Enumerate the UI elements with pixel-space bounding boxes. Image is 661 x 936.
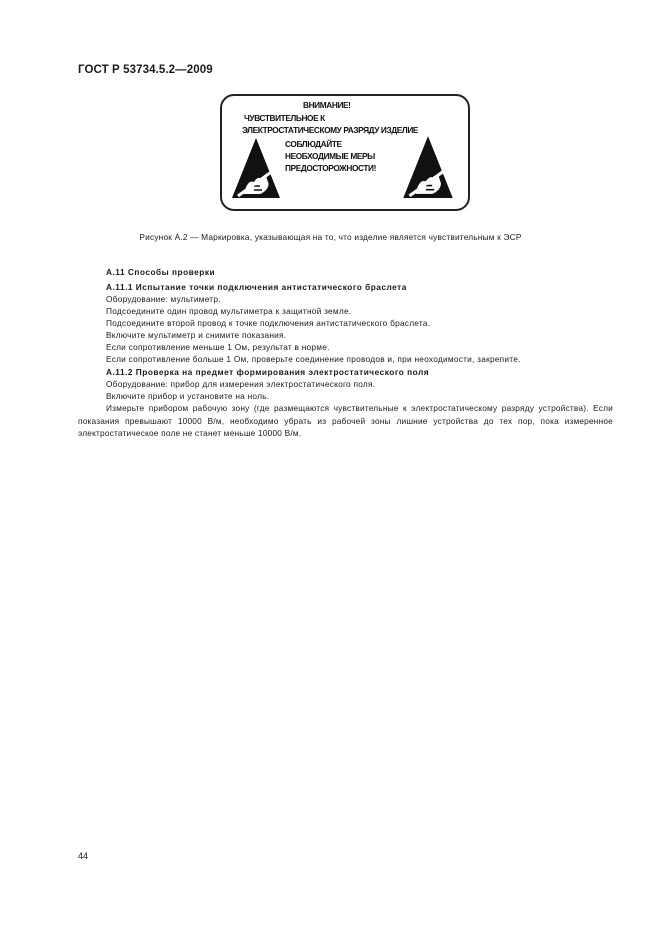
section-heading-a11: А.11 Способы проверки [106, 267, 216, 277]
sign-line-esd-item: ЭЛЕКТРОСТАТИЧЕСКОМУ РАЗРЯДУ ИЗДЕЛИЕ [242, 125, 419, 135]
step-line: Включите прибор и установите на ноль. [106, 391, 270, 401]
esd-symbol-left-icon [230, 136, 282, 200]
step-line: Если сопротивление меньше 1 Ом, результат в норме. [106, 342, 330, 352]
step-line: Оборудование: прибор для измерения электростатического поля. [106, 379, 376, 389]
subsection-heading-a11-1: А.11.1 Испытание точки подключения антистатического браслета [106, 282, 407, 292]
sign-line-precautions: ПРЕДОСТОРОЖНОСТИ! [285, 163, 376, 173]
sign-line-observe: СОБЛЮДАЙТЕ [285, 139, 342, 149]
step-line: Оборудование: мультиметр. [106, 294, 221, 304]
esd-symbol-right-icon [400, 134, 456, 200]
sign-line-necessary: НЕОБХОДИМЫЕ МЕРЫ [285, 151, 375, 161]
subsection-heading-a11-2: А.11.2 Проверка на предмет формирования электростатического поля [106, 367, 430, 377]
document-header: ГОСТ Р 53734.5.2—2009 [78, 64, 213, 76]
esd-warning-label [220, 94, 470, 211]
sign-line-sensitive: ЧУВСТВИТЕЛЬНОЕ К [244, 113, 325, 123]
figure-caption: Рисунок А.2 — Маркировка, указывающая на то, что изделие является чувствительным к ЭСР [139, 232, 522, 242]
step-line: Подсоедините один провод мультиметра к защитной земле. [106, 306, 352, 316]
sign-line-attention: ВНИМАНИЕ! [303, 100, 351, 110]
step-line: Если сопротивление больше 1 Ом, проверьте соединение проводов и, при неоходимости, закрепите. [106, 354, 521, 364]
measurement-paragraph: Измерьте прибором рабочую зону (где размещаются чувствительные к электростатическому разряду устройства). Если показания превышают 10000 В/м, необходимо убрать из рабочей зоны лишние устройства до тех пор, пока измеренное электростатическое поле не станет меньше 10000 В/м. [78, 403, 613, 439]
step-line: Подсоедините второй провод к точке подключения антистатического браслета. [106, 318, 431, 328]
step-line: Включите мультиметр и снимите показания. [106, 330, 287, 340]
page-number: 44 [78, 851, 89, 861]
